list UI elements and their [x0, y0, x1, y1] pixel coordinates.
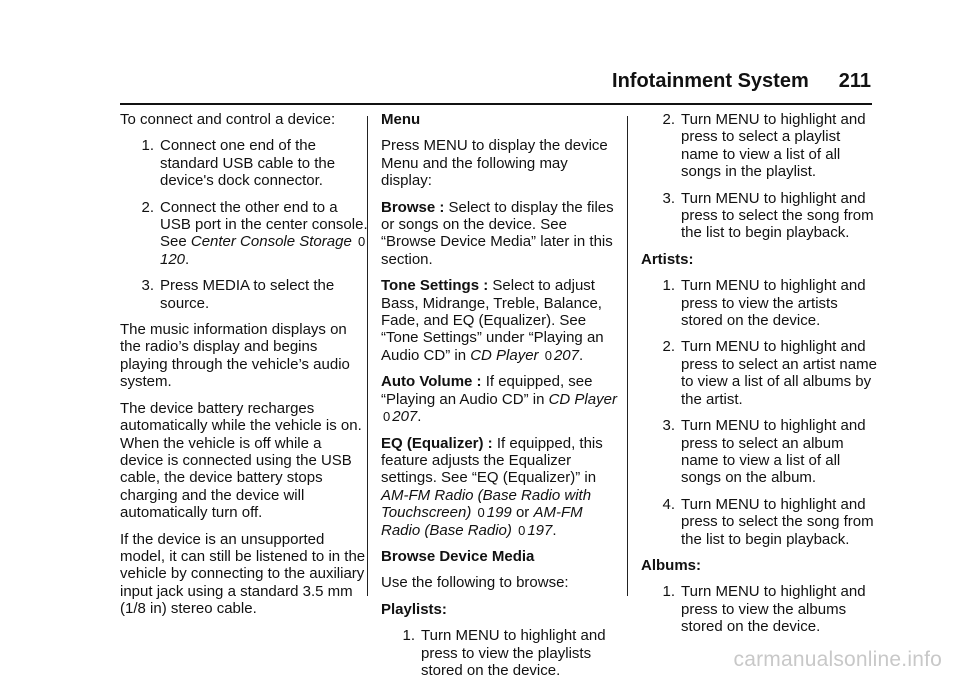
list-item [641, 417, 877, 487]
step-text: Turn MENU to highlight and press to select an album name to view a list of all songs on the album. [681, 417, 866, 487]
list-item [641, 277, 877, 329]
column-2 [381, 111, 621, 688]
cross-reference[interactable]: CD Player [548, 390, 617, 408]
punctuation: . [185, 250, 190, 268]
step-number: 2. [141, 198, 154, 216]
browse-entry [381, 199, 621, 269]
conjunction: or [511, 504, 534, 522]
watermark: carmanualsonline.info [733, 648, 942, 671]
cross-reference[interactable]: AM-FM Radio (Base Radio) [381, 504, 583, 539]
step-text: Press MEDIA to select the source. [160, 277, 335, 312]
paragraph: Press MENU to display the device Menu and the following may display: [381, 137, 608, 190]
list-item [120, 137, 368, 189]
term-text: Select to adjust Bass, Midrange, Treble, Balance, Fade, and EQ (Equalizer). See “Tone Settings” under “Playing an Audio CD” in [381, 277, 604, 364]
step-text: Turn MENU to highlight and press to view the albums stored on the device. [681, 583, 866, 636]
step-number: 1. [662, 277, 675, 295]
term-label: Auto Volume : [381, 373, 482, 391]
step-text: Turn MENU to highlight and press to select a playlist name to view a list of all songs in the playlist. [681, 111, 866, 181]
step-number: 4. [662, 495, 675, 513]
page-ref-icon: 0 [518, 522, 526, 538]
column-1 [120, 111, 368, 627]
term-text: Select to display the files or songs on the device. See “Browse Device Media” later in this section. [381, 198, 614, 268]
list-item [641, 496, 877, 548]
paragraph: If the device is an unsupported model, it can still be listened to in the vehicle by connecting to the auxiliary input jack using a standard 3.5 mm (1/8 in) stereo cable. [120, 530, 366, 618]
step-text: Turn MENU to highlight and press to view the artists stored on the device. [681, 277, 866, 330]
step-text: Turn MENU to highlight and press to view the playlists stored on the device. [421, 627, 606, 679]
step-number: 1. [662, 583, 675, 601]
term-text: If equipped, see “Playing an Audio CD” in [381, 373, 593, 408]
step-number: 2. [662, 338, 675, 356]
step-text: Turn MENU to highlight and press to select the song from the list to begin playback. [681, 189, 874, 242]
albums-heading: Albums: [641, 556, 701, 574]
header-rule [120, 103, 872, 105]
step-text: Connect one end of the standard USB cable to the device's dock connector. [160, 137, 336, 190]
intro-text: To connect and control a device: [120, 111, 336, 128]
cross-reference[interactable]: AM-FM Radio (Base Radio with Touchscreen) [381, 486, 592, 522]
step-number: 3. [662, 417, 675, 435]
list-item [641, 190, 877, 242]
column-divider [627, 116, 628, 596]
step-number: 1. [141, 137, 154, 155]
page-ref[interactable]: 197 [527, 521, 553, 539]
browse-heading: Browse Device Media [381, 547, 535, 565]
eq-entry: EQ (Equalizer) : If equipped, this feature adjusts the Equalizer settings. See “EQ (Equalizer)” in AM-FM Radio (Base Radio with Touchscreen) 0 199 or AM-FM Radio (Base Radio) 0 197. [381, 434, 603, 539]
step-text: Turn MENU to highlight and press to select the song from the list to begin playback. [681, 495, 874, 548]
list-item [641, 338, 877, 408]
paragraph: Use the following to browse: [381, 574, 569, 592]
step-text-body: Connect the other end to a USB port in the center console. See [160, 198, 368, 251]
page-ref[interactable]: 199 [486, 504, 512, 522]
list-item [641, 111, 877, 181]
list-item [641, 583, 877, 635]
page-header [612, 70, 871, 93]
menu-heading: Menu [381, 111, 421, 128]
step-text [160, 199, 368, 269]
auto-volume-entry: Auto Volume : If equipped, see “Playing an Audio CD” in CD Player 0 207. [381, 373, 617, 426]
step-number: 1. [402, 627, 415, 645]
step-number: 3. [662, 189, 675, 207]
step-number: 2. [662, 111, 675, 128]
paragraph: The music information displays on the radio’s display and begins playing through the vehicle’s audio system. [120, 321, 350, 391]
step-text: Turn MENU to highlight and press to select an artist name to view a list of all albums by the artist. [681, 338, 877, 408]
page-ref[interactable]: 120 [160, 250, 186, 268]
term-text: If equipped, this feature adjusts the Equalizer settings. See “EQ (Equalizer)” in [381, 434, 603, 487]
term-label: Browse : [381, 198, 445, 216]
cross-reference[interactable]: CD Player [470, 346, 539, 364]
paragraph: The device battery recharges automatically while the vehicle is on. When the vehicle is off while a device is connected using the USB cable, the device battery stops charging and the device will automatically turn off. [120, 399, 362, 522]
list-item [381, 627, 621, 679]
section-title: Infotainment System [612, 70, 809, 92]
tone-entry: Tone Settings : Select to adjust Bass, Midrange, Treble, Balance, Fade, and EQ (Equalizer). See “Tone Settings” under “Playing an Audio CD” in CD Player 0 207. [381, 277, 604, 364]
term-label: EQ (Equalizer) : [381, 434, 493, 452]
playlists-heading: Playlists: [381, 600, 447, 618]
page-ref-icon: 0 [383, 409, 391, 425]
page-ref[interactable]: 207 [392, 408, 418, 426]
step-number: 3. [141, 277, 154, 295]
artists-heading: Artists: [641, 250, 694, 268]
cross-reference[interactable]: Center Console Storage [190, 233, 352, 251]
page-number: 211 [838, 70, 871, 92]
page-ref[interactable]: 207 [553, 346, 579, 364]
list-item [120, 199, 368, 269]
page-ref-icon: 0 [477, 505, 485, 521]
column-3 [641, 111, 877, 645]
list-item [120, 277, 368, 312]
page-ref-icon: 0 [357, 234, 366, 250]
term-label: Tone Settings : [381, 277, 489, 295]
page-ref-icon: 0 [544, 347, 552, 363]
